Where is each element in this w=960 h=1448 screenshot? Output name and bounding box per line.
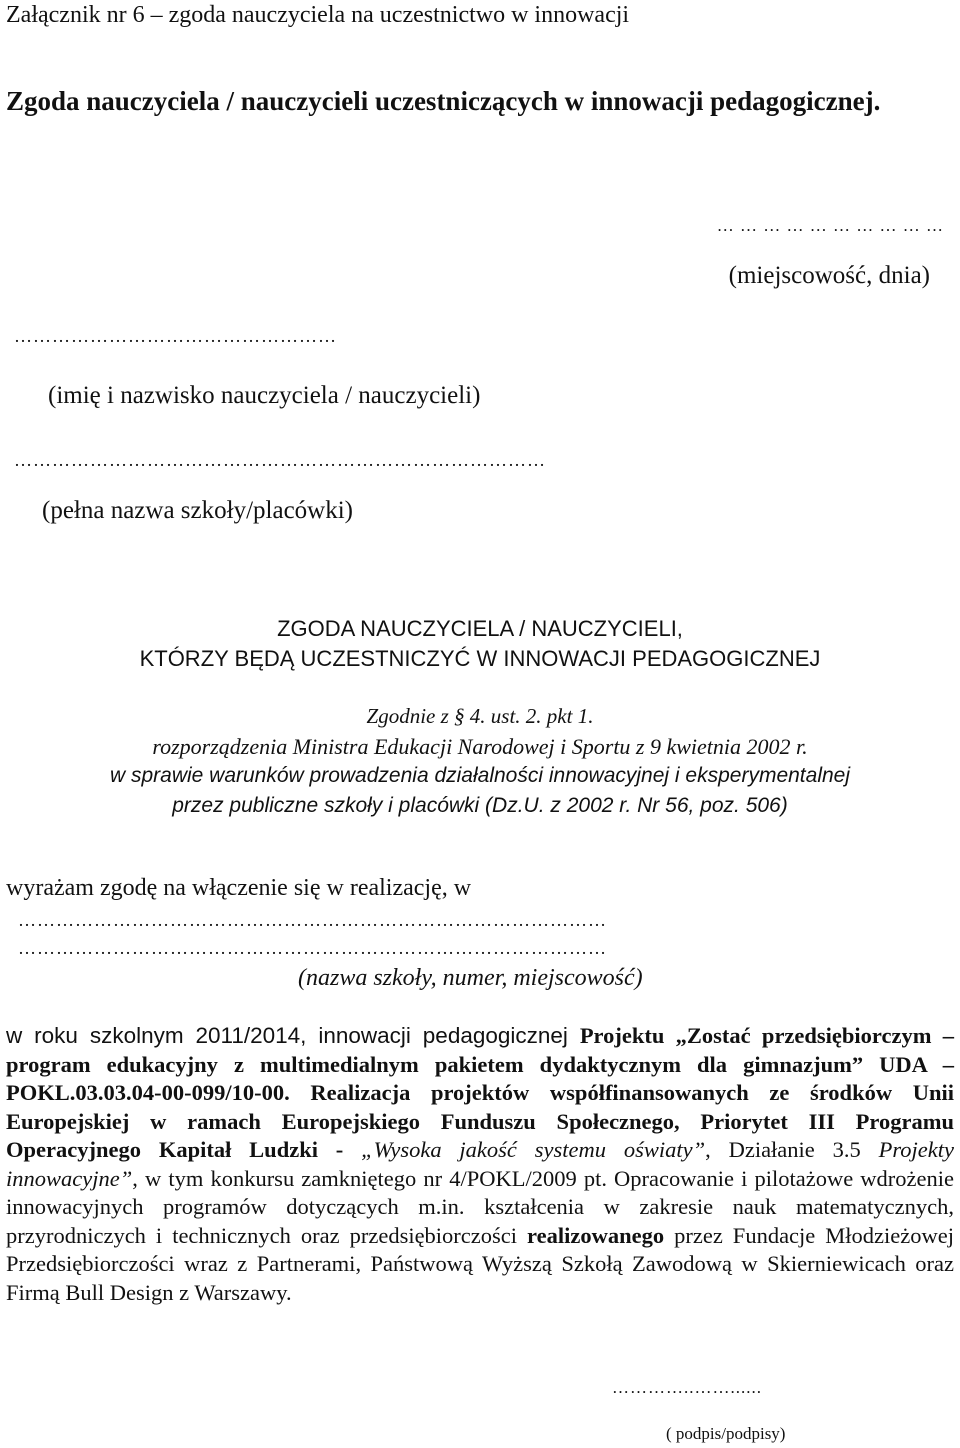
place-date-fill-line: … … … … … … … … … …: [716, 216, 944, 235]
legal-basis-line-4: przez publiczne szkoły i placówki (Dz.U. z 2002 r. Nr 56, poz. 506): [172, 794, 788, 817]
project-title-bold: Projektu „Zostać przedsiębiorczym – program edukacyjny z multimedialnym pakietem dydaktycznym dla gimnazjum” UDA – POKL.03.03.04-00-099/10-00. Realizacja projektów współfinansowanych ze środków Unii Europejskiej w ramach Europejskiego Funduszu Społecznego, Priorytet III Programu Operacyjnego Kapitał Ludzki -: [6, 1023, 954, 1162]
signature-fill-line: …………..……......: [612, 1378, 762, 1397]
school-details-label: (nazwa szkoły, numer, miejscowość): [298, 965, 643, 991]
signature-label: ( podpis/podpisy): [666, 1424, 786, 1443]
paragraph-text: w roku szkolnym 2011/2014, innowacji pedagogicznej: [6, 1023, 580, 1048]
place-date-label: (miejscowość, dnia): [728, 262, 930, 289]
teacher-name-label: (imię i nazwisko nauczyciela / nauczycieli): [48, 382, 481, 409]
legal-basis-line-2: rozporządzenia Ministra Edukacji Narodowej i Sportu z 9 kwietnia 2002 r.: [152, 734, 808, 759]
paragraph-text: , Działanie 3.5: [705, 1137, 879, 1162]
school-name-label: (pełna nazwa szkoły/placówki): [42, 497, 353, 524]
consent-heading-line-1: ZGODA NAUCZYCIELA / NAUCZYCIELI,: [277, 616, 683, 641]
teacher-name-fill-line: ……………………………………………: [14, 326, 337, 346]
school-details-fill-line-1: …………………………………………………………………………………: [18, 910, 607, 930]
quality-education-italic: „Wysoka jakość systemu oświaty”: [361, 1137, 706, 1162]
consent-heading-line-2: KTÓRZY BĘDĄ UCZESTNICZYĆ W INNOWACJI PEDAGOGICZNEJ: [139, 646, 821, 671]
realized-by-bold: realizowanego: [527, 1222, 665, 1248]
innovative-projects-italic: Projekty innowacyjne”: [6, 1137, 954, 1191]
paragraph-text: przez Fundacje Młodzieżowej Przedsiębiorczości wraz z Partnerami, Państwową Wyższą Szkołą Zawodową w Skierniewicach oraz Firmą Bull Design z Warszawy.: [6, 1222, 954, 1305]
project-description-paragraph: [6, 1022, 954, 1307]
consent-statement: wyrażam zgodę na włączenie się w realizację, w: [6, 875, 472, 901]
annex-title: Załącznik nr 6 – zgoda nauczyciela na uczestnictwo w innowacji: [6, 2, 630, 28]
legal-basis-line-1: Zgodnie z § 4. ust. 2. pkt 1.: [366, 704, 594, 728]
paragraph-text: , w tym konkursu zamkniętego nr 4/POKL/2009 pt. Opracowanie i pilotażowe wdrożenie innowacyjnych programów dotyczących m.in. kształcenia w zakresie nauk matematycznych, przyrodniczych i technicznych oraz przedsiębiorczości: [6, 1165, 954, 1248]
school-name-fill-line: …………………………………………………………………………: [14, 450, 546, 470]
legal-basis-line-3: w sprawie warunków prowadzenia działalności innowacyjnej i eksperymentalnej: [109, 764, 851, 787]
school-details-fill-line-2: …………………………………………………………………………………: [18, 938, 607, 958]
document-title: Zgoda nauczyciela / nauczycieli uczestniczących w innowacji pedagogicznej.: [6, 86, 881, 116]
